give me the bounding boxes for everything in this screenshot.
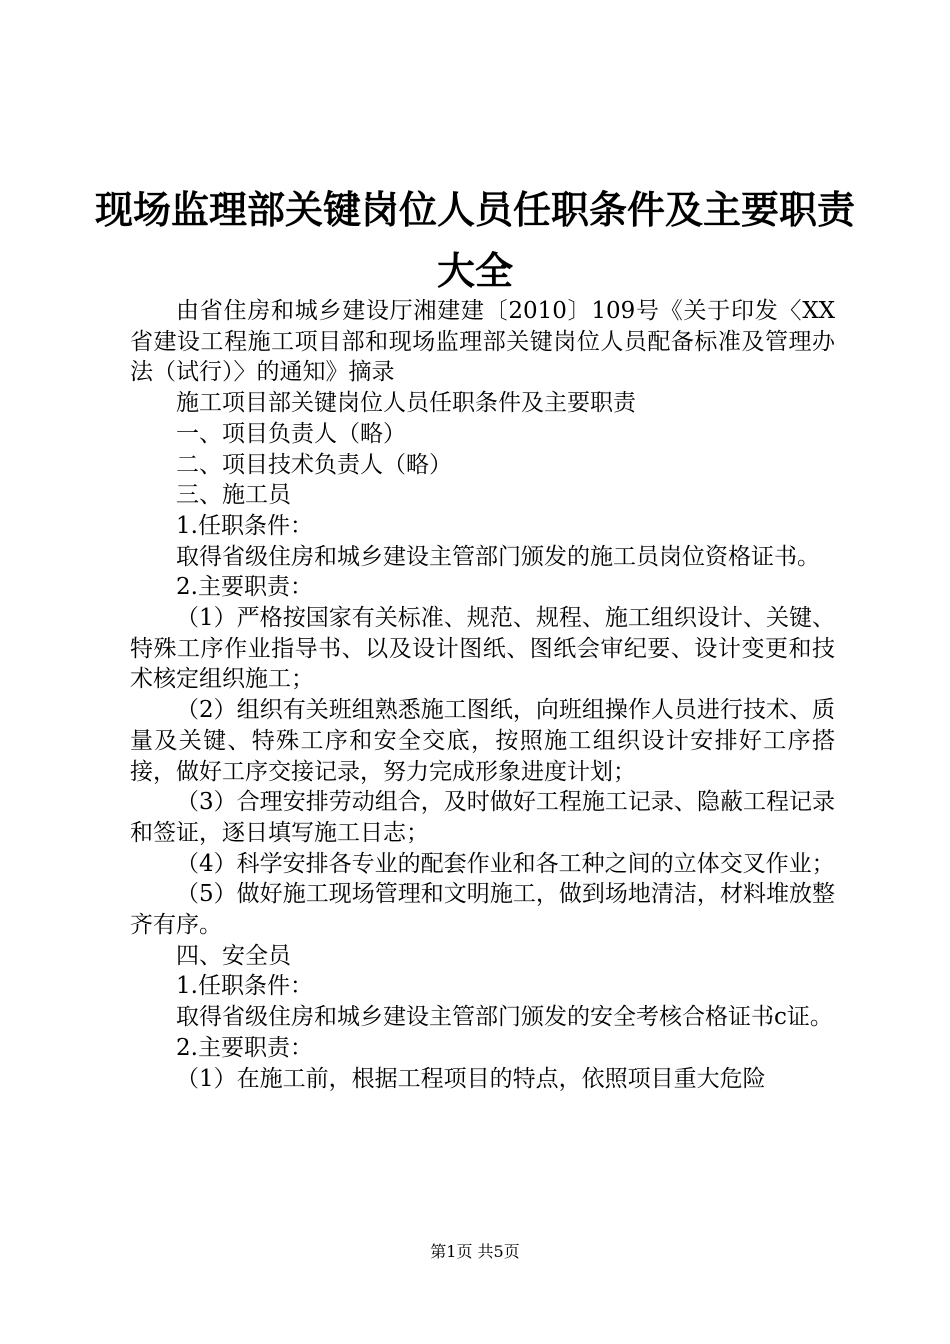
paragraph-qualification-heading: 1.任职条件： — [176, 512, 313, 539]
paragraph-safety-duties-heading: 2.主要职责： — [176, 1034, 313, 1061]
paragraph-item-4: 四、安全员 — [176, 942, 291, 969]
paragraph-duty-4: （4）科学安排各专业的配套作业和各工种之间的立体交叉作业； — [176, 850, 835, 877]
page-footer: 第1页 共5页 — [430, 1242, 520, 1261]
paragraph-qualification-text: 取得省级住房和城乡建设主管部门颁发的施工员岗位资格证书。 — [176, 543, 820, 570]
document-body — [130, 296, 835, 1094]
paragraph-safety-qualification-heading: 1.任职条件： — [176, 973, 313, 1000]
paragraph-duty-5: （5）做好施工现场管理和文明施工，做到场地清洁，材料堆放整齐有序。 — [130, 881, 835, 939]
paragraph-duty-3: （3）合理安排劳动组合，及时做好工程施工记录、隐蔽工程记录和签证，逐日填写施工日志； — [130, 789, 835, 846]
paragraph-duties-heading: 2.主要职责： — [176, 574, 313, 601]
document-title-line-1: 现场监理部关键岗位人员任职条件及主要职责 — [94, 187, 855, 232]
paragraph-safety-duty-1: （1）在施工前，根据工程项目的特点，依照项目重大危险 — [176, 1065, 766, 1092]
paragraph-item-3: 三、施工员 — [176, 482, 291, 509]
paragraph-intro: 由省住房和城乡建设厅湘建建〔2010〕109号《关于印发〈XX省建设工程施工项目部和现场监理部关键岗位人员配备标准及管理办法（试行）〉的通知》摘录 — [130, 298, 835, 386]
document-title-line-2: 大全 — [436, 248, 513, 293]
paragraph-section-heading: 施工项目部关键岗位人员任职条件及主要职责 — [176, 390, 636, 417]
paragraph-item-2: 二、项目技术负责人（略） — [176, 451, 452, 478]
paragraph-item-1: 一、项目负责人（略） — [176, 420, 406, 447]
paragraph-safety-qualification-text: 取得省级住房和城乡建设主管部门颁发的安全考核合格证书c证。 — [176, 1004, 833, 1031]
paragraph-duty-1: （1）严格按国家有关标准、规范、规程、施工组织设计、关键、特殊工序作业指导书、以及设计图纸、图纸会审纪要、设计变更和技术核定组织施工； — [130, 605, 835, 693]
paragraph-duty-2: （2）组织有关班组熟悉施工图纸，向班组操作人员进行技术、质量及关键、特殊工序和安全交底，按照施工组织设计安排好工序搭接，做好工序交接记录，努力完成形象进度计划； — [130, 697, 835, 785]
